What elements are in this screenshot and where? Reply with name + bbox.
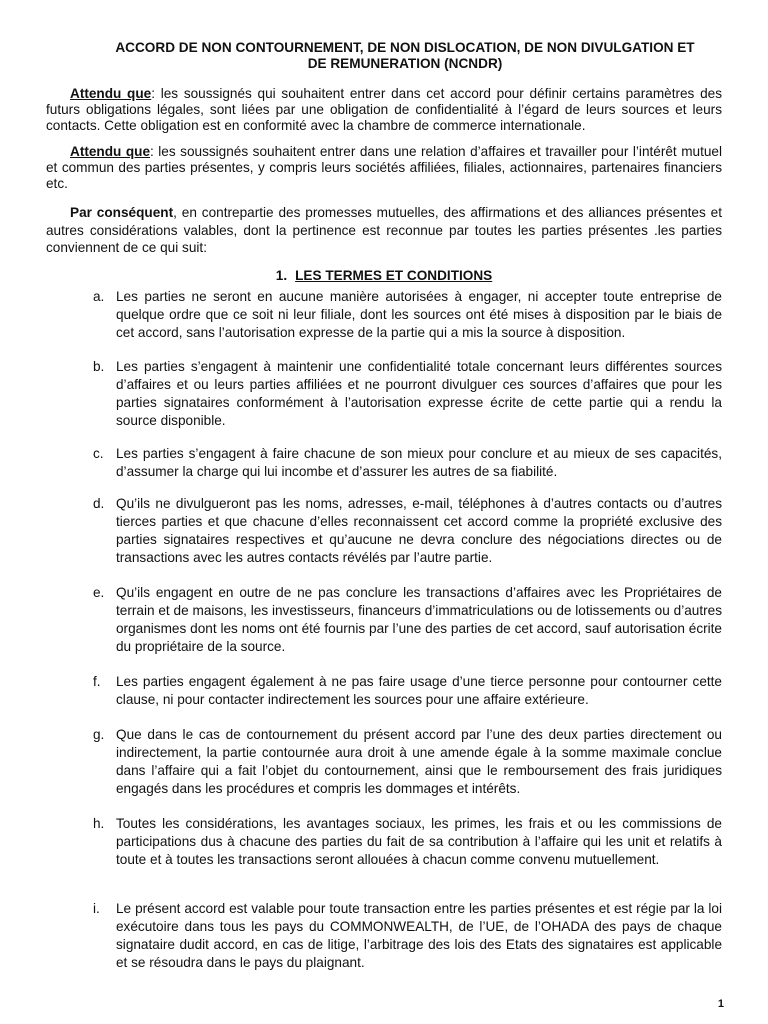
list-item-text: Que dans le cas de contournement du présent accord par l’une des deux parties directement ou indirectement, la partie contournée aura droit à une amende égale à la somme maximale conclue dans l’affaire qui a fait l’objet du contournement, ainsi que le remboursement des frais juridiques engagés dans les procédures et compris les dommages et intérêts.: [116, 727, 722, 796]
paragraph-attendu-1: [46, 86, 722, 135]
list-item-letter: h.: [93, 816, 105, 831]
paragraph-par-consequent: [46, 204, 722, 257]
list-item-text: Les parties engagent également à ne pas faire usage d’une tierce personne pour contourner cette clause, ni pour contacter indirectement les sources pour une affaire extérieure.: [116, 674, 722, 707]
document-title: [60, 40, 750, 72]
list-item-f: [93, 673, 722, 709]
paragraph-text: : les soussignés qui souhaitent entrer dans cet accord pour définir certains paramètres des futurs obligations légales, sont liées par une obligation de confidentialité à l’égard de leurs sources et leurs contacts. Cette obligation est en conformité avec la chambre de commerce internationale.: [46, 86, 722, 134]
list-item-letter: g.: [93, 727, 105, 742]
list-item-text: Toutes les considérations, les avantages sociaux, les primes, les frais et ou les commissions de participations dus à chacune des parties du fait de sa contribution à l’affaire qui les unit et relatifs à toute et à toutes les transactions seront allouées à chacun comme convenu mutuellement.: [116, 816, 722, 867]
paragraph-lead: Par conséquent: [70, 205, 174, 220]
page-number: 1: [717, 998, 724, 1010]
paragraph-lead: Attendu que: [70, 144, 151, 159]
paragraph-text: : les soussignés souhaitent entrer dans une relation d’affaires et travailler pour l’intérêt mutuel et commun des parties présentes, y compris leurs sociétés affiliées, filiales, actionnaires, partenaires financiers etc.: [46, 144, 722, 192]
list-item-h: [93, 815, 722, 869]
list-item-letter: i.: [93, 901, 100, 916]
section-title: LES TERMES ET CONDITIONS: [295, 268, 493, 283]
section-number: 1.: [275, 268, 288, 283]
list-item-d: [93, 495, 722, 567]
list-item-letter: d.: [93, 496, 105, 511]
list-item-i: [93, 900, 722, 972]
title-line-1: ACCORD DE NON CONTOURNEMENT, DE NON DISLOCATION, DE NON DIVULGATION ET: [115, 40, 695, 55]
list-item-text: Qu’ils engagent en outre de ne pas conclure les transactions d’affaires avec les Propriétaires de terrain et de maisons, les investisseurs, financeurs d’immatriculations ou de lotissements ou d’autres organismes dont les noms ont été fournis par l’une des parties de cet accord, sauf autorisation écrite du propriétaire de la source.: [116, 585, 722, 654]
paragraph-lead: Attendu que: [70, 86, 152, 101]
list-item-text: Les parties ne seront en aucune manière autorisées à engager, ni accepter toute entreprise de quelque ordre que ce soit ni leur filiale, dont les sources ont été mises à disposition par le biais de cet accord, sans l’autorisation expresse de la partie qui a mis la source à disposition.: [116, 289, 722, 340]
list-item-letter: a.: [93, 289, 105, 304]
list-item-letter: e.: [93, 585, 105, 600]
title-line-2: DE REMUNERATION (NCNDR): [307, 56, 503, 71]
list-item-letter: c.: [93, 446, 104, 461]
list-item-letter: b.: [93, 359, 105, 374]
list-item-text: Les parties s’engagent à faire chacune de son mieux pour conclure et au mieux de ses capacités, d’assumer la charge qui lui incombe et d’assurer les autres de sa fiabilité.: [116, 446, 722, 479]
list-item-g: [93, 726, 722, 798]
list-item-text: Le présent accord est valable pour toute transaction entre les parties présentes et est régie par la loi exécutoire dans tous les pays du COMMONWEALTH, de l’UE, de l’OHADA des pays de chaque signataire dudit accord, en cas de litige, l’arbitrage des lois des Etats des signataires est applicable et se résoudra dans le pays du plaignant.: [116, 901, 722, 970]
paragraph-text: , en contrepartie des promesses mutuelles, des affirmations et des alliances présentes et autres considérations valables, dont la pertinence est reconnue par toutes les parties présentes .les parties conviennent de ce qui suit:: [46, 205, 722, 255]
section-heading: [0, 268, 768, 284]
list-item-a: [93, 288, 722, 342]
list-item-text: Les parties s’engagent à maintenir une confidentialité totale concernant leurs différentes sources d’affaires et ou leurs parties affiliées et ne pourront divulguer ces sources d’affaires que pour les parties signataires conformément à l’autorisation expresse écrite de cette partie qui a rendu la source disponible.: [116, 359, 722, 428]
list-item-letter: f.: [93, 674, 101, 689]
list-item-b: [93, 358, 722, 430]
paragraph-attendu-2: [46, 144, 722, 193]
list-item-c: [93, 445, 722, 481]
list-item-e: [93, 584, 722, 656]
list-item-text: Qu’ils ne divulgueront pas les noms, adresses, e-mail, téléphones à d’autres contacts ou d’autres tierces parties et que chacune d’elles reconnaissent cet accord comme la propriété exclusive des parties signataires respectives et qu’aucune ne devra conclure des négociations directes ou de transactions avec les autres contacts révélés par l’autre partie.: [116, 496, 722, 565]
